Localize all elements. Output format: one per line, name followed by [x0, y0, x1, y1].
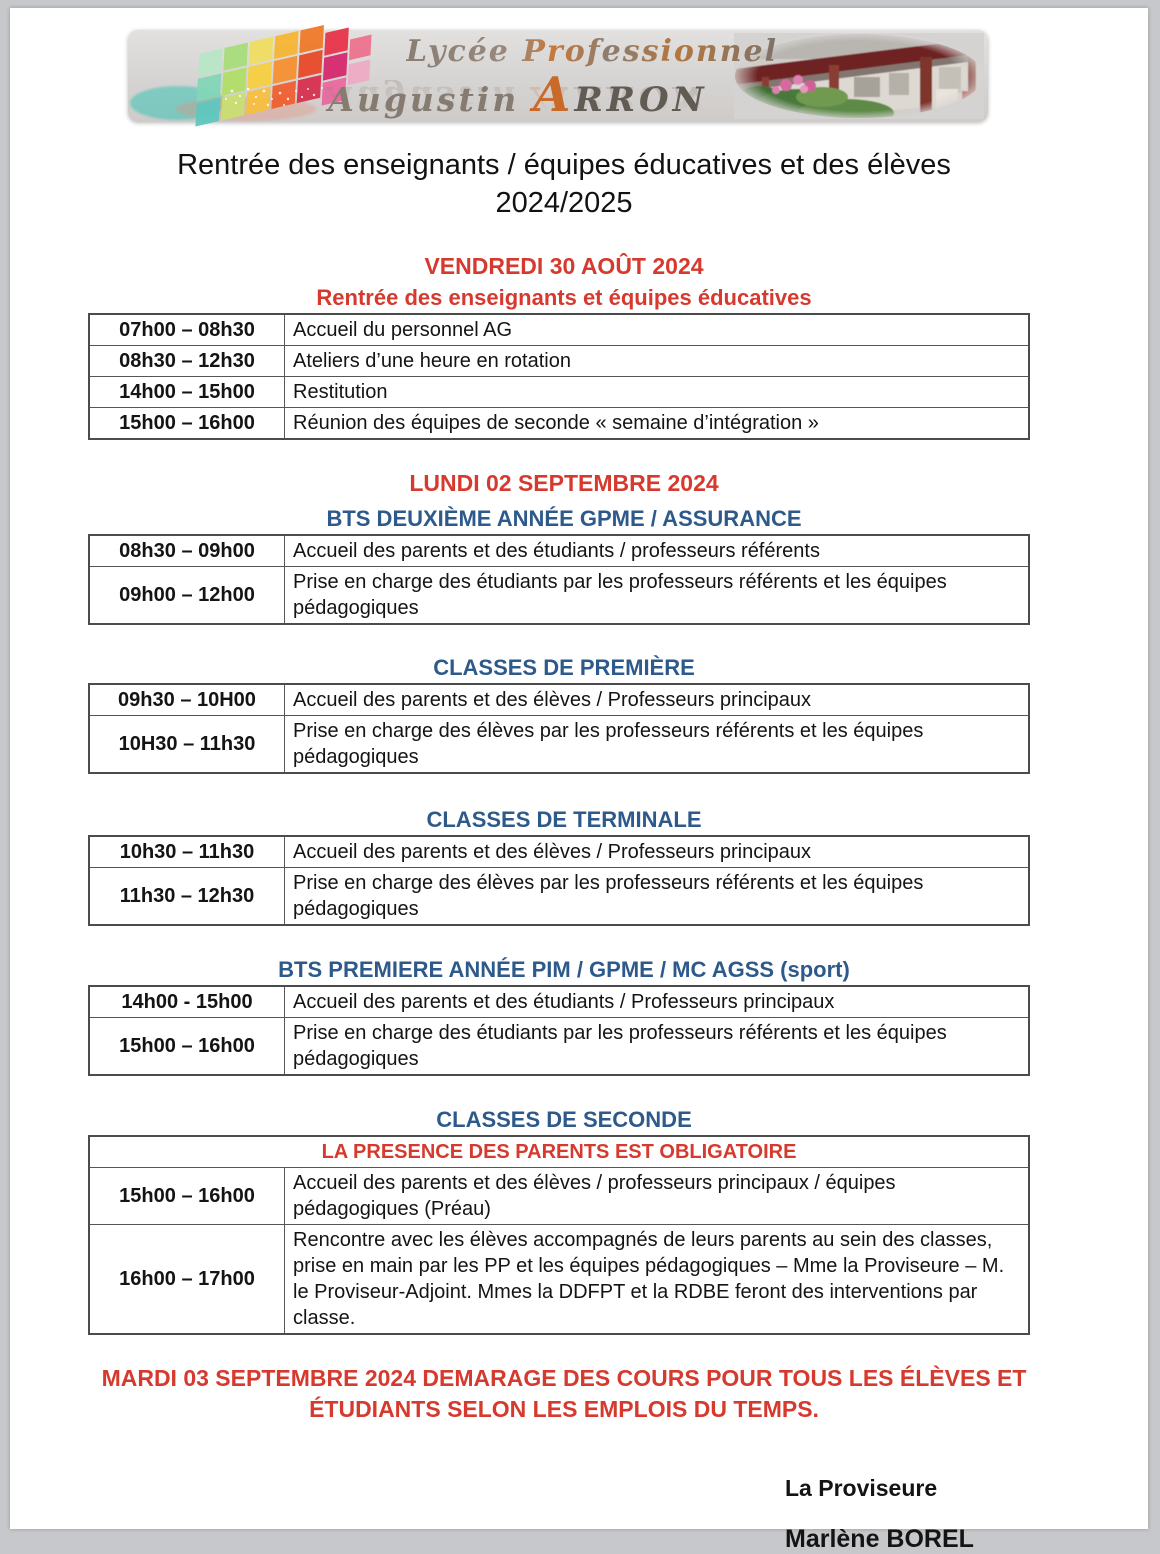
mardi-notice [88, 1363, 1040, 1425]
school-name-first: Augustin [328, 80, 520, 119]
table-bts-premiere-annee [88, 985, 1030, 1076]
desc-cell: Accueil des parents et des étudiants / professeurs référents [285, 535, 1030, 567]
desc-cell: Prise en charge des étudiants par les professeurs référents et les équipes pédagogiques [285, 1018, 1030, 1076]
time-cell: 09h00 – 12h00 [89, 567, 285, 625]
heading-bts-premiere-annee: BTS PREMIERE ANNÉE PIM / GPME / MC AGSS (sport) [278, 957, 850, 982]
time-cell: 08h30 – 12h30 [89, 346, 285, 377]
time-cell: 14h00 – 15h00 [89, 377, 285, 408]
signature-block [785, 1475, 1040, 1554]
table-row [89, 716, 1029, 774]
desc-cell: Réunion des équipes de seconde « semaine d’intégration » [285, 408, 1030, 440]
desc-cell: Accueil des parents et des élèves / Professeurs principaux [285, 684, 1030, 716]
table-row [89, 1168, 1029, 1225]
school-name-last: ARRON [533, 67, 708, 123]
time-cell: 09h30 – 10H00 [89, 684, 285, 716]
heading-classes-terminale: CLASSES DE TERMINALE [426, 807, 702, 832]
desc-cell: Restitution [285, 377, 1030, 408]
heading-lundi-02-septembre: LUNDI 02 SEPTEMBRE 2024 [409, 470, 719, 496]
table-row [89, 377, 1029, 408]
time-cell: 14h00 - 15h00 [89, 986, 285, 1018]
desc-cell: Accueil du personnel AG [285, 314, 1030, 346]
school-header-banner [128, 30, 988, 122]
desc-cell: Accueil des parents et des étudiants / Professeurs principaux [285, 986, 1030, 1018]
desc-cell: Accueil des parents et des élèves / Professeurs principaux [285, 836, 1030, 868]
table-classes-seconde [88, 1135, 1030, 1335]
desc-cell: Prise en charge des étudiants par les professeurs référents et les équipes pédagogiques [285, 567, 1030, 625]
time-cell: 15h00 – 16h00 [89, 1168, 285, 1225]
table-row [89, 868, 1029, 926]
table-bts-deuxieme-annee [88, 534, 1030, 625]
time-cell: 10h30 – 11h30 [89, 836, 285, 868]
time-cell: 07h00 – 08h30 [89, 314, 285, 346]
time-cell: 16h00 – 17h00 [89, 1225, 285, 1335]
table-row [89, 836, 1029, 868]
table-row [89, 684, 1029, 716]
table-row [89, 346, 1029, 377]
table-classes-terminale [88, 835, 1030, 926]
table-vendredi-30-aout [88, 313, 1030, 440]
document-content [88, 122, 1040, 1554]
time-cell: 08h30 – 09h00 [89, 535, 285, 567]
school-name [313, 34, 783, 123]
signature-role: La Proviseure [785, 1475, 938, 1501]
school-name-line2 [283, 67, 753, 123]
page-title-line2: 2024/2025 [495, 187, 633, 219]
page-title [88, 146, 1040, 222]
table-row [89, 408, 1029, 440]
mardi-notice-line1: MARDI 03 SEPTEMBRE 2024 DEMARAGE DES COURS POUR TOUS LES ÉLÈVES ET [101, 1365, 1027, 1391]
heading-classes-seconde: CLASSES DE SECONDE [436, 1107, 692, 1132]
table-row [89, 535, 1029, 567]
time-cell: 15h00 – 16h00 [89, 1018, 285, 1076]
table-row [89, 314, 1029, 346]
table-row [89, 986, 1029, 1018]
heading-bts-deuxieme-annee: BTS DEUXIÈME ANNÉE GPME / ASSURANCE [326, 506, 802, 531]
school-name-line1: Lycée Professionnel [406, 34, 778, 69]
table-row [89, 567, 1029, 625]
table-classes-premiere [88, 683, 1030, 774]
document-page [10, 8, 1148, 1553]
time-cell: 10H30 – 11h30 [89, 716, 285, 774]
desc-cell: Prise en charge des élèves par les professeurs référents et les équipes pédagogiques [285, 868, 1030, 926]
desc-cell: Accueil des parents et des élèves / professeurs principaux / équipes pédagogiques (Préau) [285, 1168, 1030, 1225]
heading-classes-premiere: CLASSES DE PREMIÈRE [433, 655, 695, 680]
desc-cell: Ateliers d’une heure en rotation [285, 346, 1030, 377]
mardi-notice-line2: ÉTUDIANTS SELON LES EMPLOIS DU TEMPS. [309, 1396, 819, 1422]
time-cell: 11h30 – 12h30 [89, 868, 285, 926]
heading-vendredi-30-aout: VENDREDI 30 AOÛT 2024 [424, 253, 704, 279]
parents-obligatoire-banner: LA PRESENCE DES PARENTS EST OBLIGATOIRE [89, 1136, 1029, 1168]
desc-cell: Rencontre avec les élèves accompagnés de leurs parents au sein des classes, prise en main par les PP et les équipes pédagogiques – Mme la Proviseure – M. le Proviseur-Adjoint. Mmes la DDFPT et la RDBE feront des interventions par classe. [285, 1225, 1030, 1335]
table-banner-row [89, 1136, 1029, 1168]
page-title-line1: Rentrée des enseignants / équipes éducatives et des élèves [177, 149, 951, 181]
subheading-rentree-enseignants: Rentrée des enseignants et équipes éducatives [316, 285, 812, 310]
desc-cell: Prise en charge des élèves par les professeurs référents et les équipes pédagogiques [285, 716, 1030, 774]
time-cell: 15h00 – 16h00 [89, 408, 285, 440]
table-row [89, 1225, 1029, 1335]
table-row [89, 1018, 1029, 1076]
signature-name: Marlène BOREL [785, 1525, 974, 1553]
